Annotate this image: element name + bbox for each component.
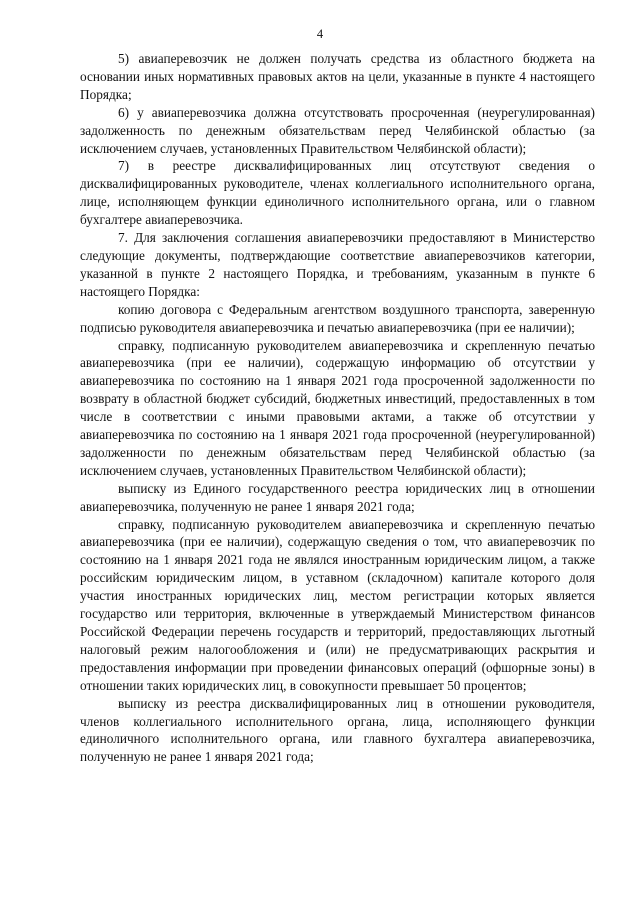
document-body	[80, 50, 595, 766]
paragraph-item-6: 6) у авиаперевозчика должна отсутствовать просроченная (неурегулированная) задолженность по денежным обязательствам перед Челябинской областью (за исключением случаев, установленных Правительством Челябинской области);	[80, 104, 595, 156]
paragraph-item-5: 5) авиаперевозчик не должен получать средства из областного бюджета на основании иных нормативных правовых актов на цели, указанные в пункте 4 настоящего Порядка;	[80, 51, 595, 102]
paragraph-document-egrul-extract: выписку из Единого государственного реестра юридических лиц в отношении авиаперевозчика, полученную не ранее 1 января 2021 года;	[80, 480, 595, 514]
page-number: 4	[316, 27, 324, 41]
paragraph-document-contract-copy: копию договора с Федеральным агентством воздушного транспорта, заверенную подписью руководителя авиаперевозчика и печатью авиаперевозчика (при ее наличии);	[80, 301, 595, 335]
paragraph-clause-7: 7. Для заключения соглашения авиаперевозчики предоставляют в Министерство следующие документы, подтверждающие соответствие авиаперевозчиков категории, указанной в пункте 2 настоящего Порядка, и требованиям, указанным в пункте 6 настоящего Порядка:	[80, 230, 595, 299]
paragraph-document-debt-certificate: справку, подписанную руководителем авиаперевозчика и скрепленную печатью авиаперевозчика (при ее наличии), содержащую информацию об отсутствии у авиаперевозчика по состоянию на 1 января 2021 года просроченной задолженности по возврату в областной бюджет субсидий, бюджетных инвестиций, предоставленных в том числе в соответствии с иными правовыми актами, а также об отсутствии у авиаперевозчика по состоянию на 1 января 2021 года просроченной (неурегулированной) задолженности по денежным обязательствам перед Челябинской областью (за исключением случаев, установленных Правительством Челябинской области);	[80, 337, 595, 478]
paragraph-document-foreign-status-certificate: справку, подписанную руководителем авиаперевозчика и скрепленную печатью авиаперевозчика (при ее наличии), содержащую сведения о том, что авиаперевозчик по состоянию на 1 января 2021 года не являлся иностранным юридическим лицом, а также российским юридическим лицом, в уставном (складочном) капитале которого доля участия иностранных юридических лиц, местом регистрации которых является государство или территория, включенные в утверждаемый Министерством финансов Российской Федерации перечень государств и территорий, предоставляющих льготный налоговый режим налогообложения и (или) не предусматривающих раскрытия и предоставления информации при проведении финансовых операций (офшорные зоны) в отношении таких юридических лиц, в совокупности превышает 50 процентов;	[80, 516, 595, 693]
paragraph-document-disqualified-registry-extract: выписку из реестра дисквалифицированных лиц в отношении руководителя, членов коллегиального исполнительного органа, лица, исполняющего функции единоличного исполнительного органа, или главного бухгалтера авиаперевозчика, полученную не ранее 1 января 2021 года;	[80, 695, 595, 765]
paragraph-item-7: 7) в реестре дисквалифицированных лиц отсутствуют сведения о дисквалифицированных руководителе, членах коллегиального исполнительного органа, лице, исполняющем функции единоличного исполнительного органа, или о главном бухгалтере авиаперевозчика.	[80, 158, 595, 228]
